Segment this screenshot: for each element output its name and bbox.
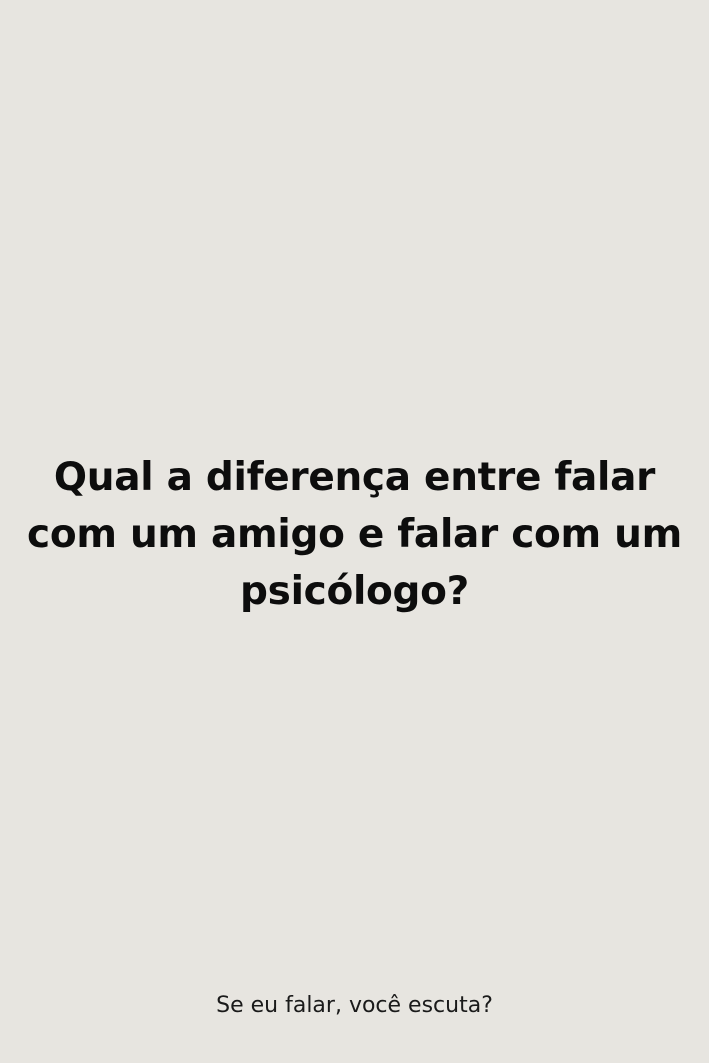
footer-tagline: Se eu falar, você escuta?	[216, 993, 493, 1018]
headline-question: Qual a diferença entre falar com um amigo e falar com um psicólogo?	[27, 455, 682, 614]
